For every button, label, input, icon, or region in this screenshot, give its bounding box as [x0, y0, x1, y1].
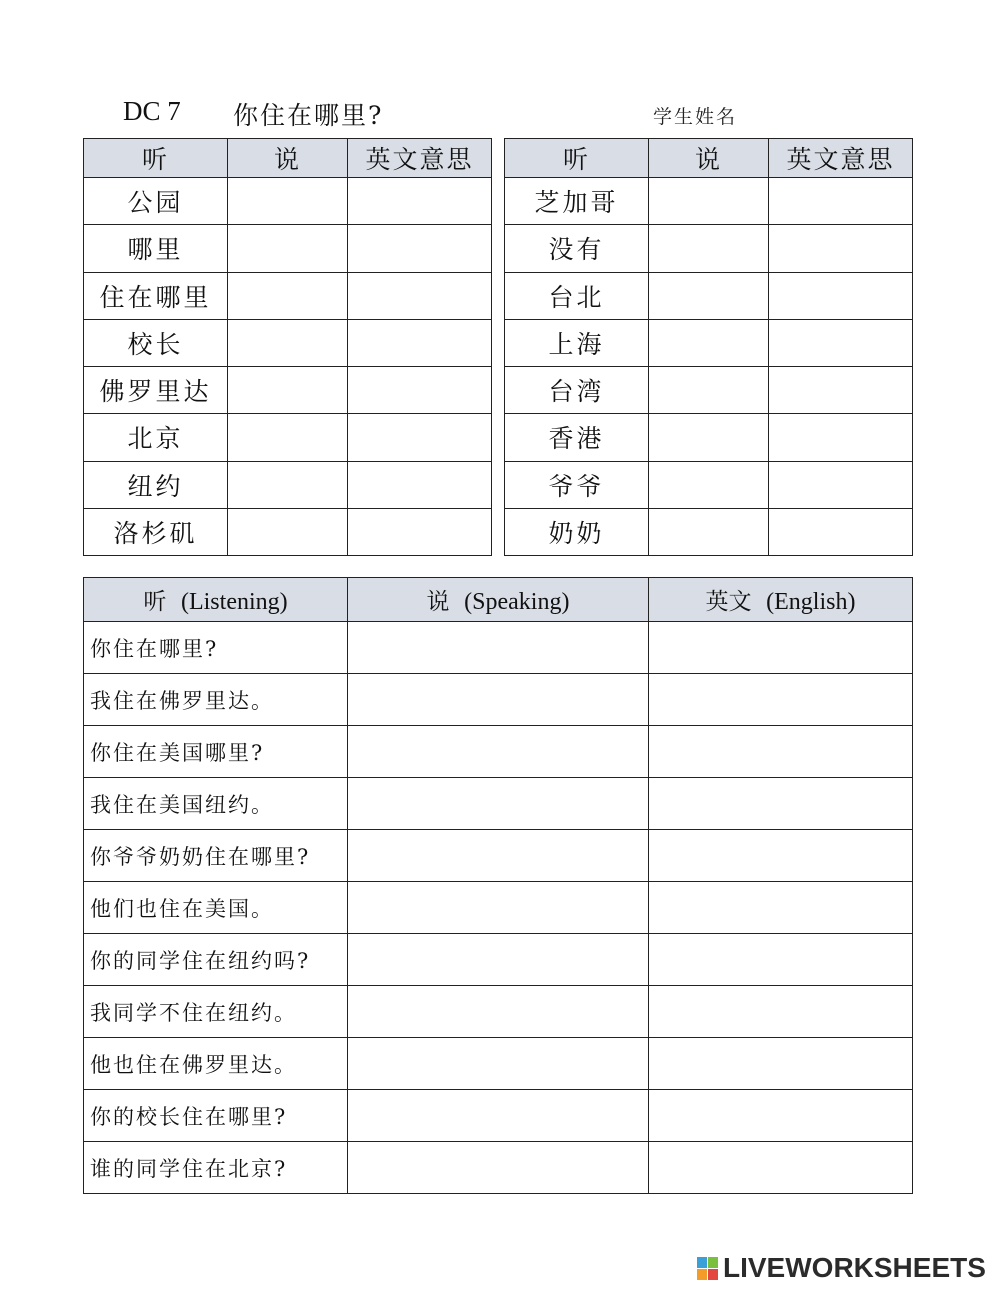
table-row — [84, 934, 913, 986]
vocab-word: 洛杉矶 — [84, 508, 228, 555]
sentence-text: 我同学不住在纽约。 — [84, 986, 348, 1038]
sentence-text: 你的校长住在哪里? — [84, 1090, 348, 1142]
vocab-header-row — [505, 139, 913, 178]
speak-cell[interactable] — [348, 882, 649, 934]
english-cell[interactable] — [649, 622, 913, 674]
speak-cell[interactable] — [348, 830, 649, 882]
english-cell[interactable] — [348, 367, 492, 414]
vocab-word: 佛罗里达 — [84, 367, 228, 414]
sentence-text: 你住在哪里? — [84, 622, 348, 674]
speak-cell[interactable] — [649, 178, 769, 225]
vocab-word: 公园 — [84, 178, 228, 225]
english-cell[interactable] — [649, 674, 913, 726]
english-cell[interactable] — [348, 319, 492, 366]
speak-cell[interactable] — [228, 178, 348, 225]
table-row — [505, 225, 913, 272]
table-row — [505, 367, 913, 414]
col-header-english-zh: 英文 — [705, 589, 752, 615]
speak-cell[interactable] — [228, 225, 348, 272]
sentence-text: 你住在美国哪里? — [84, 726, 348, 778]
speak-cell[interactable] — [649, 461, 769, 508]
vocab-table-left — [83, 138, 492, 556]
vocab-word: 台湾 — [505, 367, 649, 414]
speak-cell[interactable] — [649, 508, 769, 555]
table-row — [84, 882, 913, 934]
sentence-table — [83, 577, 913, 1194]
speak-cell[interactable] — [228, 414, 348, 461]
sentence-text: 我住在佛罗里达。 — [84, 674, 348, 726]
table-row — [505, 319, 913, 366]
english-cell[interactable] — [769, 225, 913, 272]
col-header-listening-en: (Listening) — [180, 589, 288, 615]
speak-cell[interactable] — [228, 508, 348, 555]
col-header-speak: 说 — [228, 139, 348, 178]
col-header-listening — [84, 578, 348, 622]
liveworksheets-logo-text: LIVEWORKSHEETS — [723, 1252, 986, 1283]
vocab-word: 北京 — [84, 414, 228, 461]
speak-cell[interactable] — [348, 726, 649, 778]
table-row — [84, 778, 913, 830]
worksheet-header — [123, 96, 763, 132]
speak-cell[interactable] — [348, 986, 649, 1038]
table-row — [505, 272, 913, 319]
english-cell[interactable] — [649, 726, 913, 778]
english-cell[interactable] — [348, 508, 492, 555]
english-cell[interactable] — [649, 830, 913, 882]
english-cell[interactable] — [649, 934, 913, 986]
speak-cell[interactable] — [348, 674, 649, 726]
col-header-listen: 听 — [505, 139, 649, 178]
table-row — [505, 461, 913, 508]
col-header-english: 英文意思 — [348, 139, 492, 178]
speak-cell[interactable] — [649, 414, 769, 461]
speak-cell[interactable] — [348, 934, 649, 986]
vocab-word: 奶奶 — [505, 508, 649, 555]
speak-cell[interactable] — [649, 225, 769, 272]
english-cell[interactable] — [348, 225, 492, 272]
speak-cell[interactable] — [228, 461, 348, 508]
english-cell[interactable] — [649, 986, 913, 1038]
speak-cell[interactable] — [228, 319, 348, 366]
vocab-word: 纽约 — [84, 461, 228, 508]
col-header-speaking-en: (Speaking) — [464, 589, 570, 615]
speak-cell[interactable] — [348, 1038, 649, 1090]
speak-cell[interactable] — [348, 1090, 649, 1142]
table-row — [84, 272, 492, 319]
table-row — [84, 508, 492, 555]
col-header-speaking — [348, 578, 649, 622]
vocab-word: 校长 — [84, 319, 228, 366]
vocab-word: 没有 — [505, 225, 649, 272]
vocab-word: 台北 — [505, 272, 649, 319]
worksheet-title: 你住在哪里? — [233, 101, 384, 130]
english-cell[interactable] — [649, 882, 913, 934]
vocab-word: 爷爷 — [505, 461, 649, 508]
vocab-table-right — [504, 138, 913, 556]
table-row — [505, 508, 913, 555]
vocab-word: 哪里 — [84, 225, 228, 272]
speak-cell[interactable] — [649, 319, 769, 366]
english-cell[interactable] — [348, 461, 492, 508]
english-cell[interactable] — [769, 272, 913, 319]
vocab-header-row — [84, 139, 492, 178]
english-cell[interactable] — [769, 508, 913, 555]
table-row — [84, 178, 492, 225]
table-row — [84, 830, 913, 882]
col-header-speak: 说 — [649, 139, 769, 178]
english-cell[interactable] — [649, 1090, 913, 1142]
speak-cell[interactable] — [228, 272, 348, 319]
english-cell[interactable] — [649, 1142, 913, 1194]
table-row — [505, 414, 913, 461]
table-row — [84, 414, 492, 461]
table-row — [84, 1038, 913, 1090]
table-row — [84, 461, 492, 508]
speak-cell[interactable] — [649, 272, 769, 319]
col-header-english — [649, 578, 913, 622]
english-cell[interactable] — [649, 778, 913, 830]
col-header-english-en: (English) — [766, 589, 856, 615]
student-name-label: 学生姓名 — [653, 106, 738, 128]
speak-cell[interactable] — [348, 1142, 649, 1194]
liveworksheets-logo — [697, 1252, 997, 1286]
table-row — [84, 1090, 913, 1142]
speak-cell[interactable] — [649, 367, 769, 414]
sentence-text: 你的同学住在纽约吗? — [84, 934, 348, 986]
vocab-word: 上海 — [505, 319, 649, 366]
english-cell[interactable] — [348, 272, 492, 319]
col-header-english: 英文意思 — [769, 139, 913, 178]
table-row — [84, 674, 913, 726]
sentence-text: 他也住在佛罗里达。 — [84, 1038, 348, 1090]
table-row — [84, 225, 492, 272]
sentence-header-row — [84, 578, 913, 622]
vocab-word: 芝加哥 — [505, 178, 649, 225]
table-row — [84, 319, 492, 366]
english-cell[interactable] — [348, 178, 492, 225]
sentence-text: 我住在美国纽约。 — [84, 778, 348, 830]
english-cell[interactable] — [769, 178, 913, 225]
speak-cell[interactable] — [348, 778, 649, 830]
worksheet-code: DC 7 — [123, 96, 181, 126]
table-row — [84, 1142, 913, 1194]
speak-cell[interactable] — [228, 367, 348, 414]
table-row — [84, 726, 913, 778]
english-cell[interactable] — [769, 367, 913, 414]
english-cell[interactable] — [769, 414, 913, 461]
liveworksheets-logo-icon — [697, 1257, 719, 1281]
col-header-listen: 听 — [84, 139, 228, 178]
vocab-word: 香港 — [505, 414, 649, 461]
sentence-text: 他们也住在美国。 — [84, 882, 348, 934]
table-row — [84, 622, 913, 674]
english-cell[interactable] — [769, 461, 913, 508]
english-cell[interactable] — [348, 414, 492, 461]
col-header-listening-zh: 听 — [143, 589, 167, 615]
sentence-text: 你爷爷奶奶住在哪里? — [84, 830, 348, 882]
col-header-speaking-zh: 说 — [426, 589, 450, 615]
sentence-text: 谁的同学住在北京? — [84, 1142, 348, 1194]
table-row — [505, 178, 913, 225]
table-row — [84, 986, 913, 1038]
english-cell[interactable] — [649, 1038, 913, 1090]
vocab-word: 住在哪里 — [84, 272, 228, 319]
english-cell[interactable] — [769, 319, 913, 366]
table-row — [84, 367, 492, 414]
speak-cell[interactable] — [348, 622, 649, 674]
